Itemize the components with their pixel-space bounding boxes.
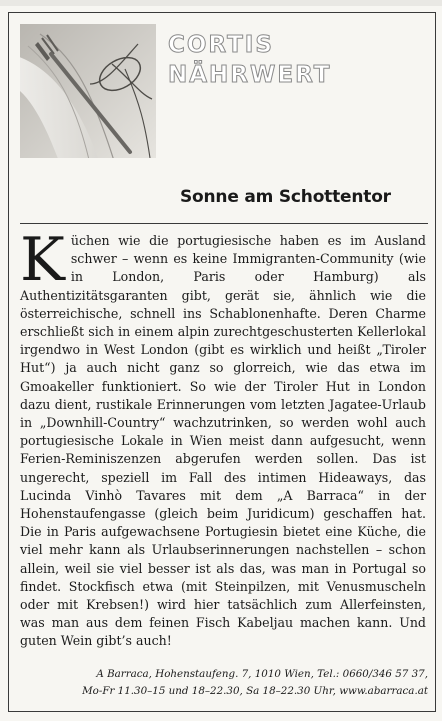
drop-cap: K [20,225,65,295]
article-body [20,225,426,651]
article-body-text: üchen wie die portugiesische haben es im Ausland schwer – wenn es keine Immigranten-Community (wie in London, Paris oder Hamburg) als Authentizitätsgaranten gibt, gerät sie, ähnlich wie die österreichische, schnell ins Schablonenhafte. Deren Charme erschließt sich in einem alpin zurechtgeschusterten Kellerlokal irgendwo in West London (gibt es wirklich und heißt „Tiroler Hut“) ja auch nicht ganz so glorreich, wie das etwa im Gmoakeller funktioniert. So wie der Tiroler Hut in London dazu dient, rustikale Erinnerungen vom letzten Jagatee-Urlaub in „Downhill-Country“ wachzutrinken, so werden wohl auch portugiesische Lokale in Wien meist dann aufgesucht, wenn Ferien-Reminiszenzen abgerufen werden sollen. Das ist ungerecht, speziell im Fall des intimen Hideaways, das Lucinda Vinhò Tavares mit dem „A Barraca“ in der Hohenstaufengasse (gleich beim Juridicum) geschaffen hat. Die in Paris aufgewachsene Portugiesin bietet eine Küche, die viel mehr kann als Urlaubserinnerungen nachstellen – schon allein, weil sie viel besser ist als das, was man in Portugal so findet. Stockfisch etwa (mit Steinpilzen, mit Venusmuscheln oder mit Krebsen!) wird hier tatsächlich zum Allerfeinsten, was man aus dem feinen Fisch Kabeljau machen kann. Und guten Wein gibt’s auch! [20,233,426,649]
headline-rule [20,223,428,224]
column-name-line2: NÄHRWERT [168,62,332,88]
column-name [168,30,428,90]
column-name-line1: CORTIS [168,32,274,58]
restaurant-info [14,666,428,700]
restaurant-address: A Barraca, Hohenstaufeng. 7, 1010 Wien, Tel.: 0660/346 57 37, [96,668,428,680]
previous-page-edge [0,0,442,6]
napkin-fork-illustration [20,24,156,158]
column-photo [20,24,156,158]
restaurant-hours: Mo-Fr 11.30–15 und 18–22.30, Sa 18–22.30 Uhr, www.abarraca.at [82,685,428,697]
article-headline: Sonne am Schottentor [180,187,391,207]
